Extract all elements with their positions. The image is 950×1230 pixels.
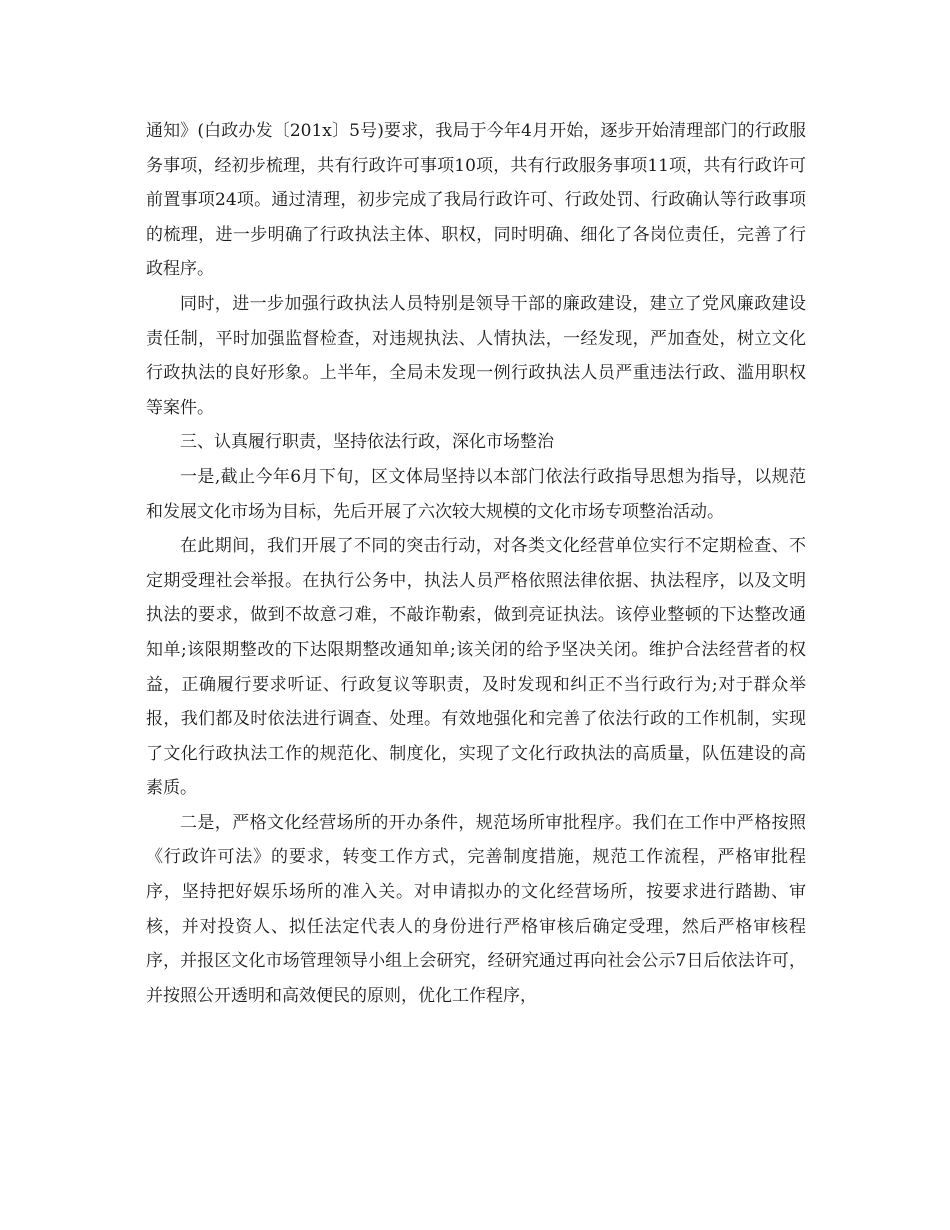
paragraph-2: 同时，进一步加强行政执法人员特别是领导干部的廉政建设，建立了党风廉政建设责任制，平时加强监督检查，对违规执法、人情执法，一经发现，严加查处，树立文化行政执法的良好形象。上半年，全局未发现一例行政执法人员严重违法行政、滥用职权等案件。 (146, 293, 806, 418)
paragraph-5: 在此期间，我们开展了不同的突击行动，对各类文化经营单位实行不定期检查、不定期受理社会举报。在执行公务中，执法人员严格依照法律依据、执法程序，以及文明执法的要求，做到不故意刁难，不敲诈勒索，做到亮证执法。该停业整顿的下达整改通知单;该限期整改的下达限期整改通知单;该关闭的给予坚决关闭。维护合法经营者的权益，正确履行要求听证、行政复议等职责，及时发现和纠正不当行政行为;对于群众举报，我们都及时依法进行调查、处理。有效地强化和完善了依法行政的工作机制，实现了文化行政执法工作的规范化、制度化，实现了文化行政执法的高质量，队伍建设的高素质。 (146, 536, 806, 799)
document-body (146, 114, 806, 1013)
paragraph-4: 一是,截止今年6月下旬，区文体局坚持以本部门依法行政指导思想为指导，以规范和发展文化市场为目标，先后开展了六次较大规模的文化市场专项整治活动。 (146, 466, 806, 522)
section-heading-3: 三、认真履行职责，坚持依法行政，深化市场整治 (180, 432, 554, 453)
paragraph-1: 通知》(白政办发〔201x〕5号)要求，我局于今年4月开始，逐步开始清理部门的行政服务事项，经初步梳理，共有行政许可事项10项，共有行政服务事项11项，共有行政许可前置事项24项。通过清理，初步完成了我局行政许可、行政处罚、行政确认等行政事项的梳理，进一步明确了行政执法主体、职权，同时明确、细化了各岗位责任，完善了行政程序。 (146, 121, 806, 280)
paragraph-6: 二是，严格文化经营场所的开办条件，规范场所审批程序。我们在工作中严格按照《行政许可法》的要求，转变工作方式，完善制度措施，规范工作流程，严格审批程序，坚持把好娱乐场所的准入关。对申请拟办的文化经营场所，按要求进行踏勘、审核，并对投资人、拟任法定代表人的身份进行严格审核后确定受理，然后严格审核程序，并报区文化市场管理领导小组上会研究，经研究通过再向社会公示7日后依法许可，并按照公开透明和高效便民的原则，优化工作程序， (146, 812, 806, 1006)
